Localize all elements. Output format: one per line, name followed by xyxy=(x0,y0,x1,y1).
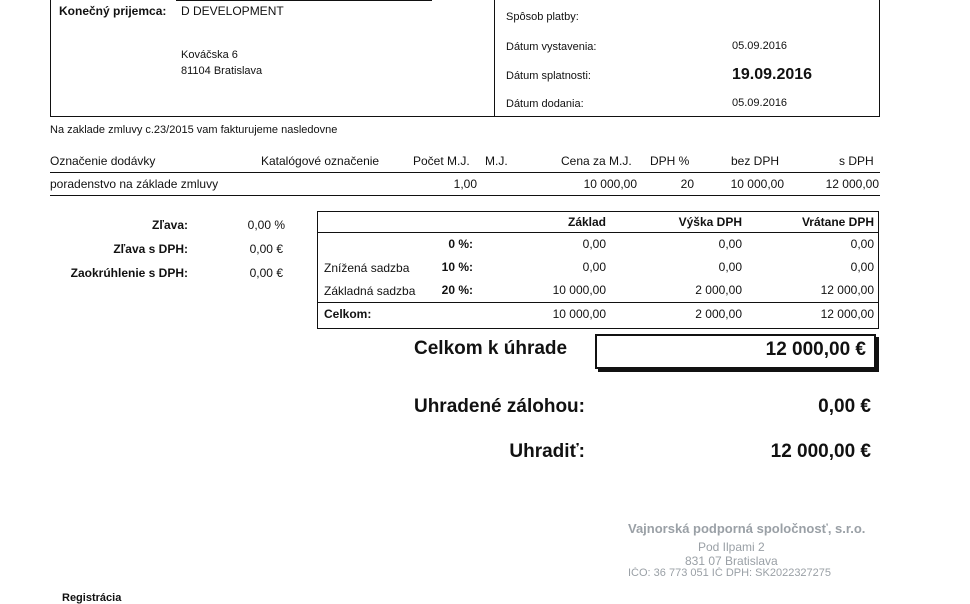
item-net: 10 000,00 xyxy=(730,177,784,191)
discount-value: 0,00 % xyxy=(247,218,285,232)
vat-header-base: Základ xyxy=(567,215,606,229)
stamp-street: Pod Ilpami 2 xyxy=(698,540,765,554)
recipient-city: 81104 Bratislava xyxy=(181,65,263,77)
recipient-box-bottom-border xyxy=(50,116,494,117)
item-description: poradenstvo na základe zmluvy xyxy=(50,177,219,191)
item-qty: 1,00 xyxy=(453,177,477,191)
vat-header-underline xyxy=(317,232,879,233)
vat-row-2-base: 10 000,00 xyxy=(552,283,606,297)
registration-label: Registrácia xyxy=(62,592,122,604)
items-bottom-line xyxy=(50,195,880,196)
vat-row-1-rate: 10 %: xyxy=(441,260,473,274)
payment-box-right-border xyxy=(879,0,880,117)
vat-total-sum: 12 000,00 xyxy=(820,307,874,321)
items-header-underline xyxy=(50,172,880,173)
vat-total-vat: 2 000,00 xyxy=(695,307,742,321)
stamp-company: Vajnorská podporná spoločnosť, s.r.o. xyxy=(628,521,866,536)
vat-row-2-vat: 2 000,00 xyxy=(695,283,742,297)
vat-row-0-total: 0,00 xyxy=(850,237,874,251)
boxes-divider xyxy=(494,0,495,117)
items-header-vat: DPH % xyxy=(650,154,690,168)
recipient-street: Kováčska 6 xyxy=(181,49,238,61)
vat-box-top xyxy=(317,211,879,212)
deposit-value: 0,00 € xyxy=(818,396,871,417)
payable-value: 12 000,00 € xyxy=(770,441,871,462)
item-gross: 12 000,00 xyxy=(825,177,879,191)
rounding-value: 0,00 € xyxy=(249,266,283,280)
to-pay-label: Celkom k úhrade xyxy=(414,338,568,359)
vat-row-0-vat: 0,00 xyxy=(718,237,742,251)
stamp-ids: IČO: 36 773 051 IČ DPH: SK2022327275 xyxy=(628,567,832,576)
contract-note: Na zaklade zmluvy c.23/2015 vam fakturujeme nasledovne xyxy=(50,124,338,136)
vat-row-2-name: Základná sadzba xyxy=(324,284,416,298)
items-header-gross: s DPH xyxy=(839,154,874,168)
due-date-label: Dátum splatnosti: xyxy=(506,70,591,82)
due-date-value: 19.09.2016 xyxy=(732,66,813,83)
stamp-city: 831 07 Bratislava xyxy=(685,554,778,568)
vat-row-1-total: 0,00 xyxy=(850,260,874,274)
vat-total-base: 10 000,00 xyxy=(552,307,606,321)
payable-label: Uhradiť: xyxy=(509,441,585,462)
discount-label: Zľava: xyxy=(152,218,188,232)
vat-row-1-vat: 0,00 xyxy=(718,260,742,274)
vat-row-0-rate: 0 %: xyxy=(448,237,473,251)
vat-total-label: Celkom: xyxy=(324,307,372,321)
vat-header-amount: Výška DPH xyxy=(678,215,742,229)
recipient-box-left-border xyxy=(50,0,51,116)
discount-vat-value: 0,00 € xyxy=(249,242,283,256)
recipient-header-underline xyxy=(176,0,432,1)
vat-total-separator xyxy=(317,302,879,303)
rounding-label: Zaokrúhlenie s DPH: xyxy=(70,266,188,280)
recipient-name: D DEVELOPMENT xyxy=(181,4,284,18)
issue-date-label: Dátum vystavenia: xyxy=(506,41,597,53)
item-unit-price: 10 000,00 xyxy=(583,177,637,191)
vat-box-bottom xyxy=(317,328,879,329)
issue-date-value: 05.09.2016 xyxy=(732,40,788,52)
recipient-label: Konečný prijemca: xyxy=(59,4,167,18)
vat-row-1-name: Znížená sadzba xyxy=(324,261,410,275)
vat-row-1-base: 0,00 xyxy=(582,260,606,274)
items-header-unit: M.J. xyxy=(485,154,508,168)
items-header-description: Označenie dodávky xyxy=(50,154,156,168)
delivery-date-label: Dátum dodania: xyxy=(506,98,584,110)
discount-vat-label: Zľava s DPH: xyxy=(113,242,188,256)
items-header-catalog: Katalógové označenie xyxy=(261,154,380,168)
vat-row-2-rate: 20 %: xyxy=(441,283,473,297)
payment-method-label: Spôsob platby: xyxy=(506,11,579,23)
vat-row-0-base: 0,00 xyxy=(582,237,606,251)
items-header-unit-price: Cena za M.J. xyxy=(561,154,632,168)
items-header-net: bez DPH xyxy=(731,154,780,168)
deposit-label: Uhradené zálohou: xyxy=(413,396,585,417)
vat-box-left xyxy=(317,211,318,329)
payment-box-bottom-border xyxy=(494,116,880,117)
vat-header-total: Vrátane DPH xyxy=(801,215,874,229)
to-pay-value: 12 000,00 € xyxy=(765,339,866,360)
delivery-date-value: 05.09.2016 xyxy=(732,97,788,109)
items-header-qty: Počet M.J. xyxy=(413,154,470,168)
item-vat: 20 xyxy=(680,177,694,191)
vat-box-right xyxy=(878,211,879,329)
vat-row-2-total: 12 000,00 xyxy=(820,283,874,297)
